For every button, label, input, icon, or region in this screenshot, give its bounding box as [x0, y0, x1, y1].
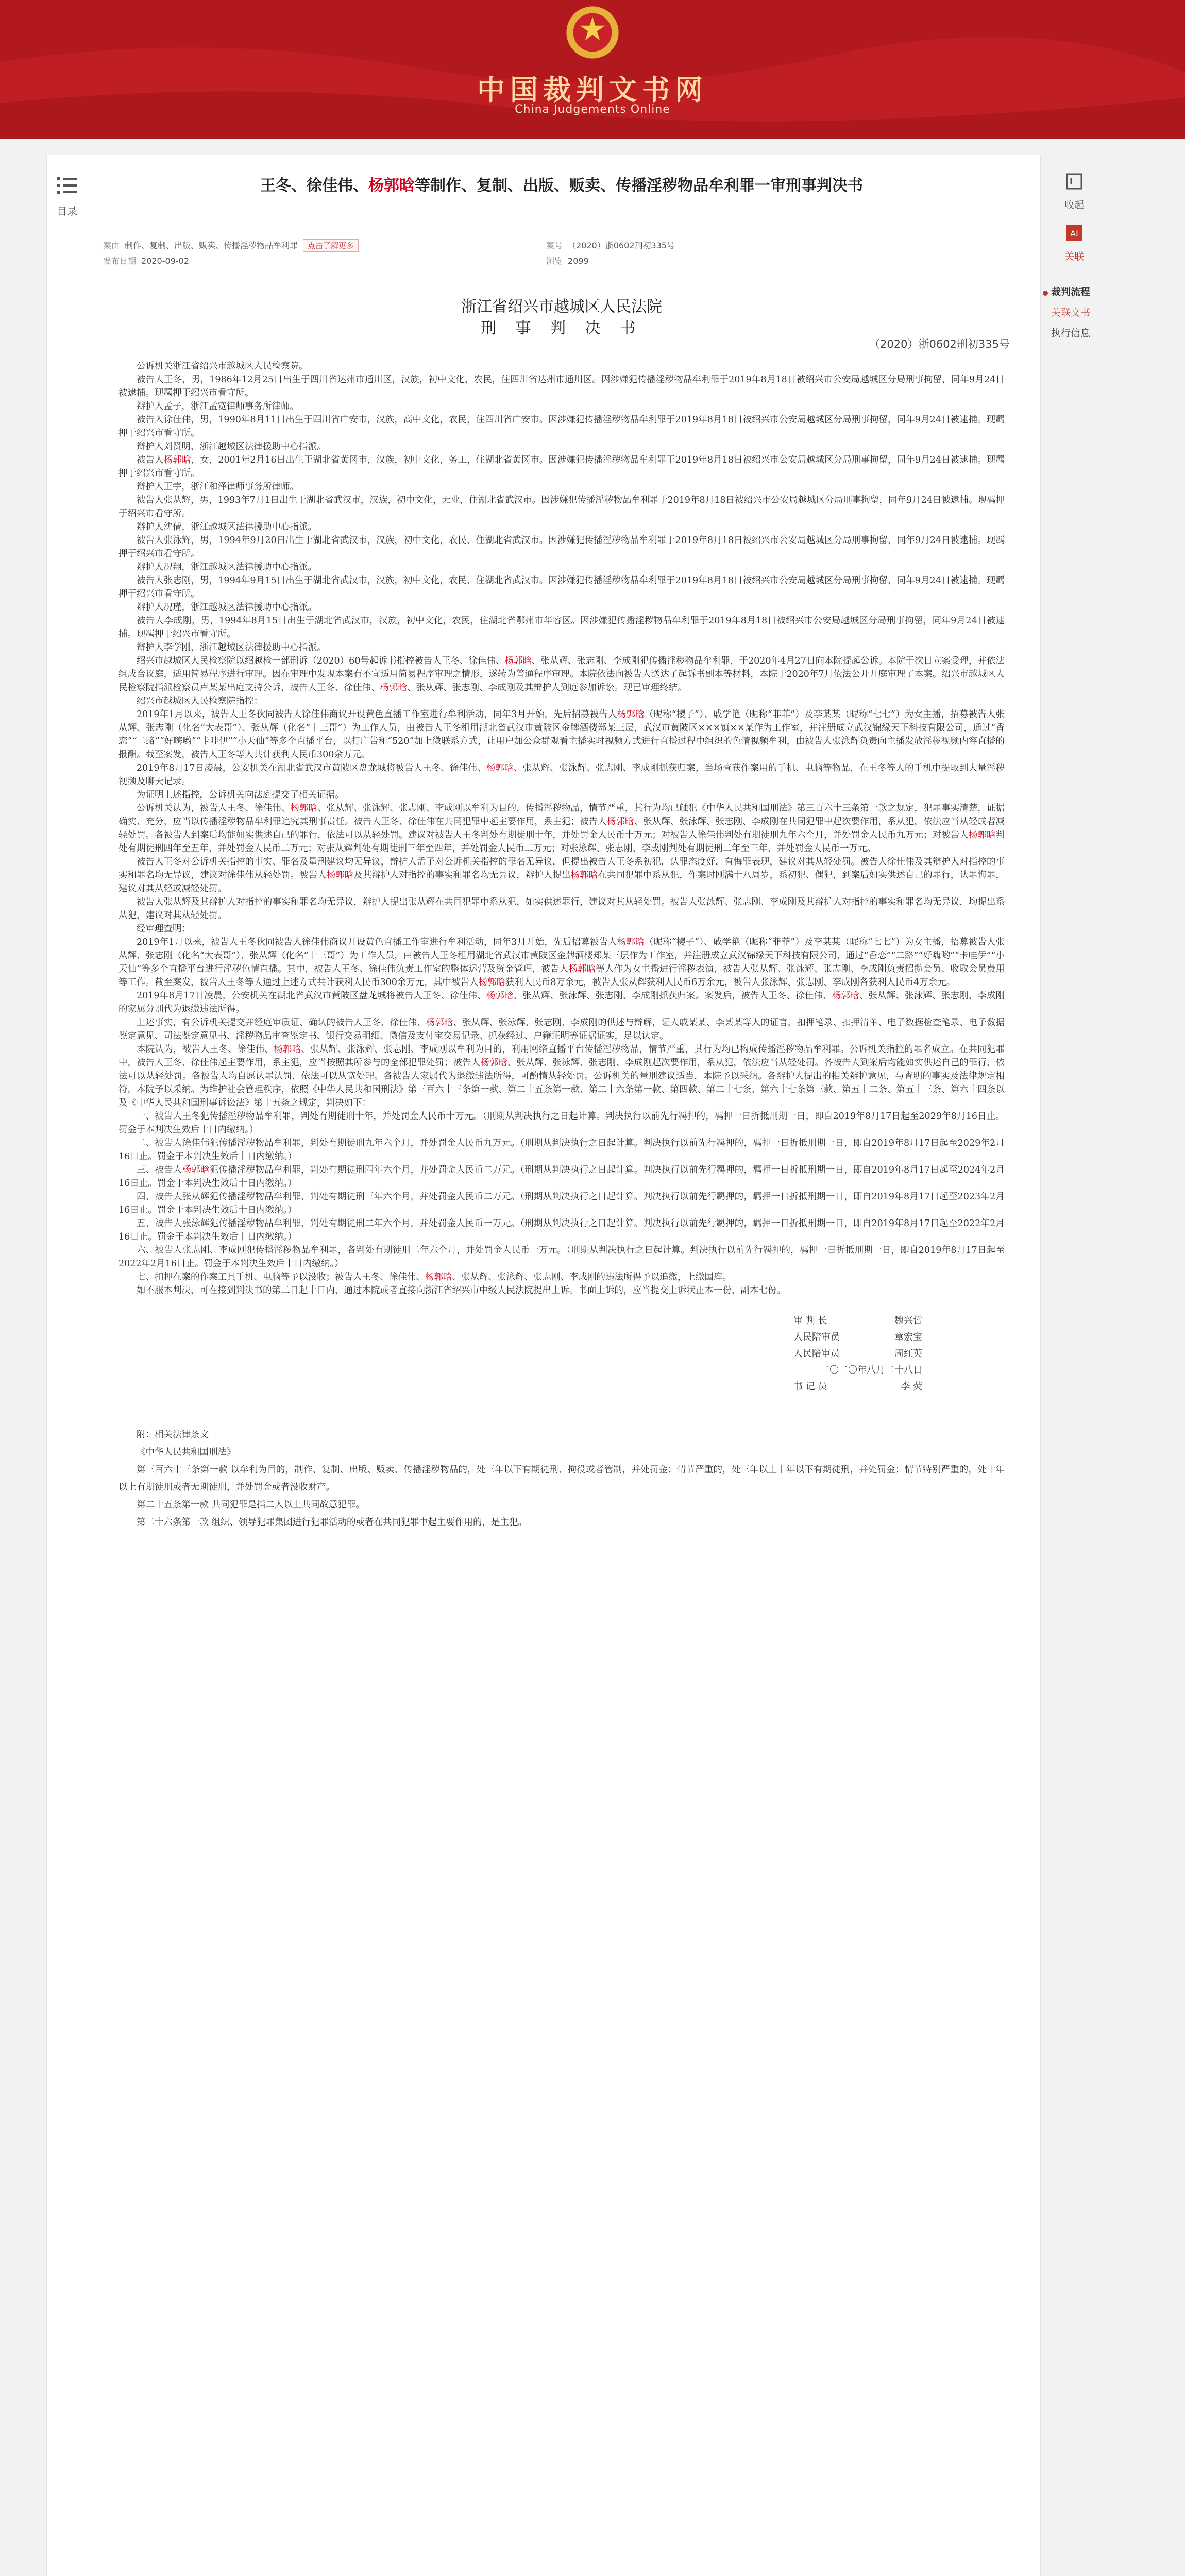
body-paragraph	[118, 1163, 1005, 1190]
body-paragraph	[118, 1043, 1005, 1110]
appendix-paragraph: 第三百六十三条第一款 以牟利为目的，制作、复制、出版、贩卖、传播淫秽物品的，处三年以下有期徒刑、拘役或者管制，并处罚金；情节严重的，处三年以上十年以下有期徒刑，并处罚金；情节特别严重的，处十年以上有期徒刑或者无期徒刑，并处罚金或者没收财产。	[118, 1465, 1005, 1493]
title-highlight-name: 杨郭晗	[368, 177, 415, 195]
title-suffix: 等制作、复制、出版、贩卖、传播淫秽物品牟利罪一审刑事判决书	[415, 177, 863, 195]
body-paragraph: 二、被告人徐佳伟犯传播淫秽物品牟利罪，判处有期徒刑九年六个月，并处罚金人民币九万元。（刑期从判决执行之日起计算。判决执行以前先行羁押的，羁押一日折抵刑期一日，即自2019年8月17日起至2029年2月16日止。罚金于本判决生效后十日内缴纳。）	[118, 1138, 1005, 1162]
body-paragraph: 辩护人王宇，浙江和泽律师事务所律师。	[137, 482, 299, 492]
highlighted-name: 杨郭晗	[426, 1018, 453, 1028]
body-paragraph: 为证明上述指控，公诉机关向法庭提交了相关证据。	[137, 790, 344, 800]
body-paragraph	[118, 761, 1005, 788]
body-paragraph: 被告人李成刚，男，1994年8月15日出生于湖北省武汉市，汉族，初中文化，农民，住湖北省鄂州市华容区。因涉嫌犯传播淫秽物品牟利罪于2019年8月18日被绍兴市公安局越城区分局刑事拘留，同年9月24日被逮捕。现羁押于绍兴市看守所。	[118, 616, 1005, 639]
body-paragraph	[118, 1016, 1005, 1043]
signature-role: 人民陪审员	[793, 1348, 840, 1359]
body-paragraph: 被告人张泳辉，男，1994年9月20日出生于湖北省武汉市，汉族，初中文化，农民，住湖北省武汉市。因涉嫌犯传播淫秽物品牟利罪于2019年8月18日被绍兴市公安局越城区分局刑事拘留，同年9月24日被逮捕。现羁押于绍兴市看守所。	[118, 535, 1005, 559]
highlighted-name: 杨郭晗	[478, 977, 505, 988]
signature-row	[793, 1362, 922, 1379]
appendix-paragraph: 第二十五条第一款 共同犯罪是指二人以上共同故意犯罪。	[137, 1500, 365, 1510]
body-paragraph: 被告人王冬，男，1986年12月25日出生于四川省达州市通川区，汉族，初中文化，农民，住四川省达州市通川区。因涉嫌犯传播淫秽物品牟利罪于2019年8月18日被绍兴市公安局越城区分局刑事拘留，同年9月24日被逮捕。现羁押于绍兴市看守所。	[118, 375, 1005, 398]
body-paragraph: 经审理查明：	[137, 924, 191, 934]
site-title: 中国裁判文书网	[477, 73, 708, 106]
page-title	[103, 173, 1020, 195]
signature-role: 书 记 员	[793, 1381, 827, 1392]
paragraph-text: 本院认为，被告人王冬、徐佳伟、	[137, 1044, 274, 1055]
highlighted-name: 杨郭晗	[570, 870, 598, 880]
body-paragraph: 绍兴市越城区人民检察院指控：	[137, 696, 263, 706]
highlighted-name: 杨郭晗	[486, 763, 514, 773]
paragraph-text: 绍兴市越城区人民检察院以绍越检一部刑诉（2020）60号起诉书指控被告人王冬、徐佳伟、	[137, 656, 505, 666]
highlighted-name: 杨郭晗	[480, 1058, 507, 1068]
body-paragraph: 辩护人孟子，浙江孟宽律师事务所律师。	[137, 401, 299, 412]
paragraph-text: 三、被告人	[137, 1165, 182, 1175]
appendix-paragraph: 第二十六条第一款 组织、领导犯罪集团进行犯罪活动的或者在共同犯罪中起主要作用的，是主犯。	[137, 1517, 528, 1528]
highlighted-name: 杨郭晗	[504, 656, 532, 666]
paragraph-text: 、张从辉、张泳辉、张志刚、李成刚抓获归案。案发后，被告人王冬、徐佳伟、	[513, 991, 832, 1001]
paragraph-text: 、张从辉、张志刚、李成刚及其辩护人到庭参加诉讼。现已审理终结。	[407, 683, 687, 693]
paragraph-text: 在共同犯罪中系从犯，作案时刚满十八周岁，系初犯、偶犯，到案后如实供述自己的罪行，认罪悔罪，建议对其从轻或减轻处罚。	[118, 870, 1005, 894]
body-paragraph	[118, 802, 1005, 855]
signature-row	[793, 1329, 922, 1346]
paragraph-text: ，女，2001年2月16日出生于湖北省黄冈市，汉族，初中文化，务工，住湖北省黄冈市。因涉嫌犯传播淫秽物品牟利罪于2019年8月18日被绍兴市公安局越城区分局刑事拘留，同年9月24日被逮捕。现羁押于绍兴市看守所。	[118, 455, 1005, 479]
signature-role: 审 判 长	[793, 1315, 827, 1326]
collapse-icon	[1063, 170, 1086, 193]
body-paragraph: 辩护人李学刚，浙江越城区法律援助中心指派。	[137, 642, 326, 653]
paragraph-text: 、张从辉、张泳辉、张志刚、李成刚的违法所得予以追缴，上缴国库。	[452, 1272, 732, 1282]
body-paragraph	[118, 654, 1005, 694]
highlighted-name: 杨郭晗	[968, 830, 996, 840]
highlighted-name: 杨郭晗	[617, 709, 645, 720]
related-label: 关联	[1064, 251, 1084, 262]
highlighted-name: 杨郭晗	[486, 991, 514, 1001]
signature-role: 人民陪审员	[793, 1332, 840, 1343]
link-execution-info[interactable]: 执行信息	[1051, 328, 1091, 339]
body-paragraph: 被告人张志刚，男，1994年9月15日出生于湖北省武汉市，汉族，初中文化，农民，住湖北省武汉市。因涉嫌犯传播淫秽物品牟利罪于2019年8月18日被绍兴市公安局越城区分局刑事拘留，同年9月24日被逮捕。现羁押于绍兴市看守所。	[118, 575, 1005, 599]
meta-case-no	[546, 239, 675, 251]
highlighted-name: 杨郭晗	[274, 1044, 301, 1055]
body-paragraph: 辩护人刘贤明，浙江越城区法律援助中心指派。	[137, 442, 326, 452]
paragraph-text: 、张从辉、张泳辉、张志刚、李成刚在共同犯罪中起次要作用，系从犯，依法应当从轻或者减轻处罚。各被告人到案后均能如实供述自己的罪行，依法可以从轻处罚。建议对被告人王冬判处有期徒刑十年，并处罚金人民币十万元；对被告人徐佳伟判处有期徒刑九年六个月，并处罚金人民币九万元；对被告人	[118, 817, 1005, 840]
body-paragraph: 辩护人况翔，浙江越城区法律援助中心指派。	[137, 562, 317, 572]
paragraph-text: 被告人王冬对公诉机关指控的事实、罪名及量刑建议均无异议，辩护人孟子对公诉机关指控的罪名无异议，但提出被告人王冬系初犯，认罪态度好，有悔罪表现，建议对其从轻处罚。被告人徐佳伟及其辩护人对指控的事实和罪名均无异议，建议对徐佳伟从轻处罚。被告人	[118, 857, 1005, 880]
body-paragraph: 辩护人沈倩，浙江越城区法律援助中心指派。	[137, 522, 317, 532]
body-paragraph: 被告人张从辉及其辩护人对指控的事实和罪名均无异议，辩护人提出张从辉在共同犯罪中系从犯，如实供述罪行，建议对其从轻处罚。被告人张泳辉、张志刚、李成刚及其辩护人对指控的事实和罪名均无异议，均提出系从犯，建议对其从轻处罚。	[118, 897, 1005, 921]
title-prefix: 王冬、徐佳伟、	[260, 177, 368, 195]
appendix-paragraph: 附：相关法律条文	[137, 1430, 209, 1440]
body-paragraph: 四、被告人张从辉犯传播淫秽物品牟利罪，判处有期徒刑三年六个月，并处罚金人民币二万元。（刑期从判决执行之日起计算。判决执行以前先行羁押的，羁押一日折抵刑期一日，即自2019年8月17日起至2023年2月16日止。罚金于本判决生效后十日内缴纳。）	[118, 1192, 1005, 1215]
signature-name: 周红英	[894, 1348, 922, 1359]
paragraph-text: 被告人	[137, 455, 164, 465]
signature-name: 魏兴哲	[894, 1315, 922, 1326]
appendix-paragraph: 《中华人民共和国刑法》	[137, 1447, 236, 1458]
body-paragraph: 被告人徐佳伟，男，1990年8月11日出生于四川省广安市，汉族，高中文化，农民，住四川省广安市。因涉嫌犯传播淫秽物品牟利罪于2019年8月18日被绍兴市公安局越城区分局刑事拘留，同年9月24日被逮捕。现羁押于绍兴市看守所。	[118, 415, 1005, 438]
signature-row	[793, 1346, 922, 1362]
paragraph-text: 、张从辉、张泳辉、张志刚、李成刚起次要作用，系从犯，依法应当从轻处罚。各被告人到案后均能如实供述自己的罪行，依法可以从轻处罚。各被告人均自愿认罪认罚，依法可以从宽处理。各被告人家属代为退缴违法所得，可酌情从轻处罚。公诉机关的量刑建议适当，本院予以采纳。各辩护人提出的相关辩护意见，与查明的事实及法律规定相符，本院予以采纳。为维护社会管理秩序，依照《中华人民共和国刑法》第三百六十三条第一款、第二十五条第一款、第二十六条第一款、第四款、第二十七条、第六十七条第三款、第五十二条、第五十三条、第六十四条以及《中华人民共和国刑事诉讼法》第十五条之规定，判决如下：	[118, 1058, 1005, 1108]
signature-row	[793, 1313, 922, 1329]
meta-date-value: 2020-09-02	[141, 256, 189, 266]
body-paragraph: 五、被告人张泳辉犯传播淫秽物品牟利罪，判处有期徒刑二年六个月，并处罚金人民币一万元。（刑期从判决执行之日起计算。判决执行以前先行羁押的，羁押一日折抵刑期一日，即自2019年8月17日起至2022年2月16日止。罚金于本判决生效后十日内缴纳。）	[118, 1218, 1005, 1242]
paragraph-text: 2019年1月以来，被告人王冬伙同被告人徐佳伟商议开设黄色直播工作室进行牟利活动，同年3月开始，先后招募被告人	[137, 709, 617, 720]
link-trial-process[interactable]: 裁判流程	[1051, 286, 1091, 298]
signature-row	[793, 1379, 922, 1395]
meta-case-key: 案号	[546, 241, 563, 250]
body-paragraph: 公诉机关浙江省绍兴市越城区人民检察院。	[137, 361, 308, 371]
paragraph-text: 犯传播淫秽物品牟利罪，判处有期徒刑四年六个月，并处罚金人民币二万元。（刑期从判决执行之日起计算。判决执行以前先行羁押的，羁押一日折抵刑期一日，即自2019年8月17日起至2024年2月16日止。罚金于本判决生效后十日内缴纳。）	[118, 1165, 1005, 1189]
related-icon	[1063, 222, 1086, 244]
highlighted-name: 杨郭晗	[568, 964, 596, 974]
body-paragraph: 被告人张从辉，男，1993年7月1日出生于湖北省武汉市，汉族，初中文化，无业，住湖北省武汉市。因涉嫌犯传播淫秽物品牟利罪于2019年8月18日被绍兴市公安局越城区分局刑事拘留，同年9月24日被逮捕。现羁押于绍兴市看守所。	[118, 495, 1005, 519]
meta-case-value: （2020）浙0602刑初335号	[568, 241, 675, 250]
national-emblem-icon	[564, 4, 621, 61]
body-paragraph: 一、被告人王冬犯传播淫秽物品牟利罪，判处有期徒刑十年，并处罚金人民币十万元。（刑期从判决执行之日起计算。判决执行以前先行羁押的，羁押一日折抵刑期一日，即自2019年8月17日起至2029年8月16日止。罚金于本判决生效后十日内缴纳。）	[118, 1111, 1005, 1135]
paragraph-text: 2019年8月17日凌晨，公安机关在湖北省武汉市黄陂区盘龙城将被告人王冬、徐佳伟、	[137, 991, 486, 1001]
meta-cause	[103, 239, 359, 252]
paragraph-text: 、张从辉、张泳辉、张志刚、李成刚的供述与辩解，证人戚某某、李某某等人的证言，扣押笔录、扣押清单、电子数据检查笔录、电子数据鉴定意见、司法鉴定意见书、淫秽物品审查鉴定书、银行交易明细、微信及支付宝交易记录、抓获经过、户籍证明等证据证实，足以认定。	[118, 1018, 1005, 1041]
paragraph-text: 七、扣押在案的作案工具手机、电脑等予以没收；被告人王冬、徐佳伟、	[137, 1272, 425, 1282]
paragraph-text: 2019年1月以来，被告人王冬伙同被告人徐佳伟商议开设黄色直播工作室进行牟利活动，同年3月开始，先后招募被告人	[137, 937, 617, 947]
meta-cause-value: 制作、复制、出版、贩卖、传播淫秽物品牟利罪	[125, 241, 298, 250]
highlighted-name: 杨郭晗	[290, 803, 318, 814]
body-paragraph	[118, 1270, 1005, 1284]
court-name: 浙江省绍兴市越城区人民法院	[461, 298, 662, 316]
paragraph-text: 上述事实，有公诉机关提交并经庭审质证、确认的被告人王冬、徐佳伟、	[137, 1018, 426, 1028]
meta-cause-key: 案由	[103, 241, 120, 250]
meta-views-value: 2099	[568, 256, 589, 266]
paragraph-text: 、张从辉、张泳辉、张志刚、李成刚的家属分别代为退缴违法所得。	[118, 991, 1005, 1014]
paragraph-text: （昵称“樱子”）、戚学艳（昵称“菲菲”）及李某某（昵称“七七”）为女主播，招募被告人张从辉、张志刚（化名“大表哥”）、张从辉（化名“十三哥”）为工作人员，由被告人王冬租用湖北省武汉市黄陂区金牌酒楼郑某三层作为工作室，并注册成立武汉锦缘天下科技有限公司，通过“香恋”“二路”“好嗨哟”“卡哇伊”“小天仙”等多个直播平台进行淫秽色情直播。其中，被告人王冬、徐佳伟负责工作室的整体运营及资金管理，被告人	[118, 937, 1005, 974]
paragraph-text: 2019年8月17日凌晨，公安机关在湖北省武汉市黄陂区盘龙城将被告人王冬、徐佳伟、	[137, 763, 486, 773]
meta-date-key: 发布日期	[103, 256, 137, 266]
svg-text:AI: AI	[1070, 229, 1078, 239]
body-paragraph	[118, 453, 1005, 480]
paragraph-text: 、张从辉、张泳辉、张志刚、李成刚以牟利为目的，利用网络直播平台传播淫秽物品，情节严重，其行为均已构成传播淫秽物品牟利罪。公诉机关指控的罪名成立。在共同犯罪中，被告人王冬、徐佳伟起主要作用，系主犯，应当按照其所参与的全部犯罪处罚；被告人	[118, 1044, 1005, 1068]
body-paragraph: 如不服本判决，可在接到判决书的第二日起十日内，通过本院或者直接向浙江省绍兴市中级人民法院提出上诉。书面上诉的，应当提交上诉状正本一份，副本七份。	[137, 1285, 786, 1296]
paragraph-text: （昵称“樱子”）、戚学艳（昵称“菲菲”）及李某某（昵称“七七”）为女主播，招募被告人张从辉、张志刚（化名“大表哥”）、张从辉（化名“十三哥”）为工作人员，由被告人王冬租用湖北省武汉市黄陂区金牌酒楼郑某三层，武汉市黄陂区×××镇××某作为工作室，并注册成立武汉锦缘天下科技有限公司，通过“香恋”“二路”“好嗨哟”“卡哇伊”“小天仙”等多个直播平台，以打广告和“520”加上微联系方式，让用户加公众群观看主播实时视频方式进行直播过程中组织的色情视频牟利，由被告人张泳辉负责向主播发放淫秽视频内容直播的报酬。截至案发，被告人王冬等人共计获利人民币300余万元。	[118, 709, 1005, 760]
highlighted-name: 杨郭晗	[326, 870, 354, 880]
highlighted-name: 杨郭晗	[163, 455, 191, 465]
judgment-body	[118, 360, 1005, 1297]
body-paragraph	[118, 936, 1005, 989]
highlighted-name: 杨郭晗	[617, 937, 645, 947]
toc-icon[interactable]	[52, 170, 82, 201]
paragraph-text: 及其辩护人对指控的事实和罪名均无异议，辩护人提出	[353, 870, 571, 880]
collapse-toggle[interactable]	[1046, 170, 1103, 211]
paragraph-text: 等人作为女主播进行淫秽表演，被告人张从辉、张泳辉、张志刚、李成刚负责招揽会员、收取会员费用等工作。截至案发，被告人王冬等人通过上述方式共计获利人民币300余万元，其中被告人	[118, 964, 1005, 988]
meta-views-key: 浏览	[546, 256, 563, 266]
link-related-documents[interactable]: 关联文书	[1051, 307, 1091, 318]
signature-name: 李 荧	[901, 1381, 922, 1392]
body-paragraph	[118, 708, 1005, 761]
paragraph-text: 、张从辉、张志刚、李成刚犯传播淫秽物品牟利罪，于2020年4月27日向本院提起公诉。本院于次日立案受理，并依法组成合议庭，适用简易程序进行审理。因在审理中发现本案有不宜适用简易程序审理之情形，遂转为普通程序审理。本院依法向被告人送达了起诉书副本等材料，本院于2020年7月依法公开开庭审理了本案。绍兴市越城区人民检察院指派检察员卢某某出庭支持公诉，被告人王冬、徐佳伟、	[118, 656, 1005, 693]
paragraph-text: 、张从辉、张泳辉、张志刚、李成刚抓获归案，当场查获作案用的手机、电脑等物品，在王冬等人的手机中提取到大量淫秽视频及聊天记录。	[118, 763, 1005, 787]
meta-views	[546, 255, 589, 266]
paragraph-text: 获利人民币8万余元，被告人张从辉获利人民币6万余元，被告人张泳辉、张志刚、李成刚各获利人民币4万余元。	[505, 977, 956, 988]
highlighted-name: 杨郭晗	[182, 1165, 210, 1175]
related-toggle[interactable]	[1046, 222, 1103, 263]
appendix-laws	[118, 1426, 1005, 1531]
collapse-label: 收起	[1064, 199, 1084, 211]
highlighted-name: 杨郭晗	[606, 817, 634, 827]
law-learn-more-button[interactable]: 点击了解更多	[303, 239, 359, 252]
paragraph-text: 判处有期徒刑四年至五年，并处罚金人民币二万元；对张从辉判处有期徒刑三年至四年，并处罚金人民币二万元；对张泳辉、张志刚、李成刚判处有期徒刑二年至三年，并处罚金人民币一万元。	[118, 830, 1005, 854]
highlighted-name: 杨郭晗	[380, 683, 407, 693]
highlighted-name: 杨郭晗	[425, 1272, 452, 1282]
paragraph-text: 公诉机关认为，被告人王冬、徐佳伟、	[137, 803, 291, 814]
signature-name: 章宏宝	[894, 1332, 922, 1343]
body-paragraph	[118, 989, 1005, 1016]
toc-label[interactable]: 目录	[57, 205, 77, 217]
highlighted-name: 杨郭晗	[832, 991, 859, 1001]
related-dot	[1043, 291, 1048, 296]
body-paragraph: 六、被告人张志刚、李成刚犯传播淫秽物品牟利罪，各判处有期徒刑二年六个月，并处罚金人民币一万元。（刑期从判决执行之日起计算。判决执行以前先行羁押的，羁押一日折抵刑期一日，即自2019年8月17日起至2022年2月16日止。罚金于本判决生效后十日内缴纳。）	[118, 1245, 1005, 1269]
case-number: （2020）浙0602刑初335号	[869, 338, 1010, 350]
body-paragraph: 辩护人况瑾，浙江越城区法律援助中心指派。	[137, 602, 317, 613]
meta-date	[103, 255, 189, 266]
document-type: 刑 事 判 决 书	[480, 319, 643, 337]
body-paragraph	[118, 855, 1005, 895]
signature-block	[793, 1313, 922, 1395]
site-subtitle: China Judgements Online	[515, 103, 670, 116]
signature-name: 二〇二〇年八月二十八日	[820, 1365, 922, 1376]
site-banner	[0, 0, 1185, 139]
paragraph-text: 、张从辉、张泳辉、张志刚、李成刚以牟利为目的，传播淫秽物品，情节严重，其行为均已触犯《中华人民共和国刑法》第三百六十三条第一款之规定，犯罪事实清楚，证据确实、充分，应当以传播淫秽物品牟利罪追究其刑事责任。被告人王冬、徐佳伟在共同犯罪中起主要作用，系主犯；被告人	[118, 803, 1005, 827]
